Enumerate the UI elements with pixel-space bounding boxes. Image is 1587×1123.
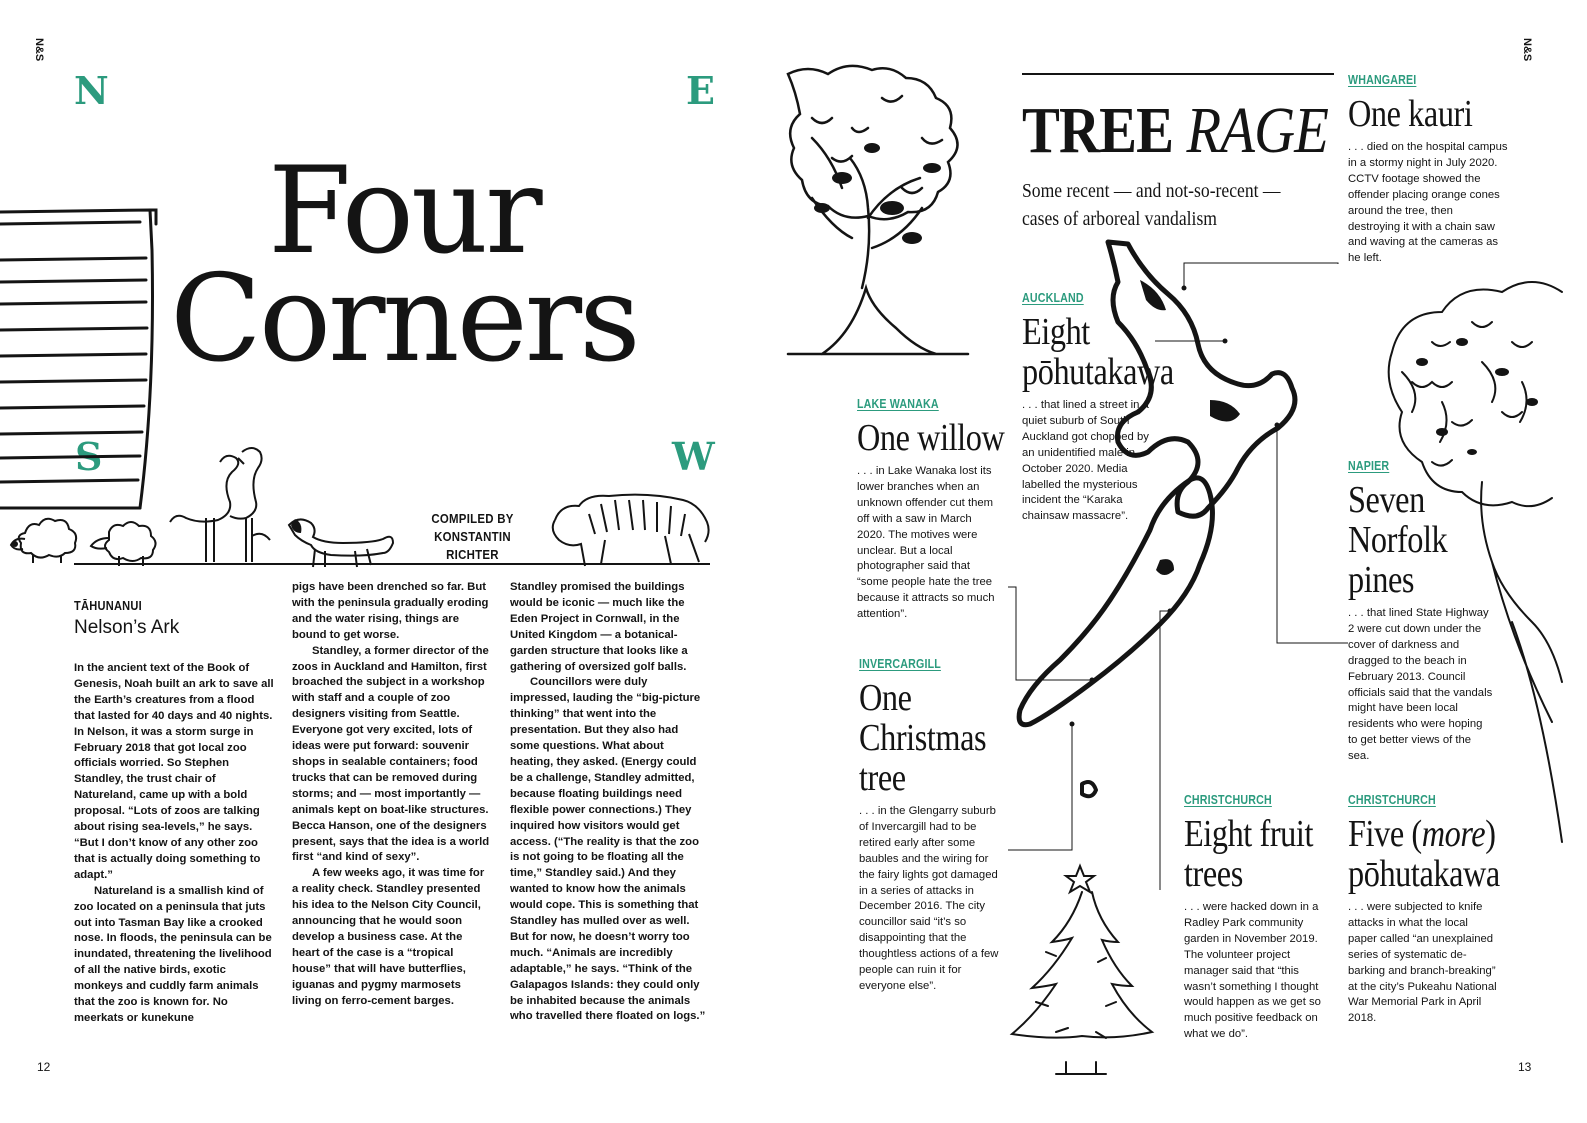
headline-italic: RAGE bbox=[1186, 94, 1329, 167]
entry-heading-line: Eight fruit bbox=[1184, 813, 1314, 855]
entry-body: . . . in Lake Wanaka lost its lower branches when an unknown offender cut them off with a saw in March 2020. The motives were unclear. But a local photographer said that “some people hate the tree because it attracts so much attention”. bbox=[857, 465, 995, 621]
compass-e: E bbox=[686, 68, 715, 113]
entry-heading-line: One bbox=[859, 677, 912, 719]
entry-heading: One willow bbox=[857, 417, 1005, 459]
article-location: TĀHUNANUI bbox=[74, 598, 142, 613]
left-divider bbox=[74, 563, 710, 565]
entry-heading-line: Eight bbox=[1022, 311, 1090, 353]
article-subhead: Nelson’s Ark bbox=[74, 617, 180, 638]
entry-location: NAPIER bbox=[1348, 458, 1390, 473]
entry-heading-plain: Five ( bbox=[1348, 813, 1422, 855]
entry-heading-close: ) bbox=[1485, 813, 1496, 855]
headline-dek: Some recent — and not-so-recent — cases of arboreal vandalism bbox=[1022, 180, 1281, 230]
headline-rule bbox=[1022, 73, 1334, 75]
entry-napier bbox=[1348, 458, 1493, 765]
paragraph: In the ancient text of the Book of Genesis, Noah built an ark to save all the Earth’s creatures from a flood that lasted for 40 days and 40 nights. In Nelson, it was a storm surge in February 2018 that got local zoo officials worried. So Stephen Standley, the trust chair of Natureland, came up with a bold proposal. “Lots of zoos are talking about rising sea-levels,” he says. “But I don’t know of any other zoo that is actually doing something to adapt.” bbox=[74, 662, 274, 881]
entry-heading bbox=[1184, 814, 1312, 894]
entry-body: . . . died on the hospital campus in a stormy night in July 2020. CCTV footage showed the offender placing orange cones around the tree, then destroying it with a chain saw and waving at the cameras as he left. bbox=[1348, 141, 1508, 265]
headline-plain: TREE bbox=[1022, 94, 1187, 167]
tree-illustration bbox=[782, 58, 982, 358]
entry-christchurch-fruit bbox=[1184, 792, 1334, 1043]
tiger-icon bbox=[545, 490, 715, 570]
entry-lake-wanaka bbox=[857, 396, 1005, 623]
paragraph: Natureland is a smallish kind of zoo located on a peninsula that juts out into Tasman Bay like a crooked nose. In floods, the peninsula can be inundated, threatening the livelihood of all the native birds, exotic monkeys and cuddly farm animals that the zoo is known for. No meerkats or kunekune bbox=[74, 884, 272, 1024]
entry-heading bbox=[1348, 813, 1500, 895]
entry-body: . . . that lined State Highway 2 were cut down under the cover of darkness and dragged to the beach in February 2013. Council officials said that the vandals might have been local residents who were hoping to get better views of the sea. bbox=[1348, 607, 1493, 763]
entry-heading bbox=[1348, 480, 1471, 600]
entry-whangarei bbox=[1348, 72, 1508, 267]
paragraph: A few weeks ago, it was time for a reality check. Standley presented his idea to the Nelson City Council, announcing that he would soon develop a business case. At the heart of the case is a “tropical house” that will have butterflies, iguanas and pygmy marmosets living on ferro-cement barges. bbox=[292, 867, 485, 1007]
entry-heading-line: pines bbox=[1348, 559, 1415, 601]
entry-heading-line: Seven bbox=[1348, 479, 1425, 521]
article-col-2 bbox=[292, 580, 492, 1009]
entry-body: . . . that lined a street in a quiet suburb of South Auckland got chopped by an unidentified male in October 2020. Media labelled the mysterious incident the “Karaka chainsaw massacre”. bbox=[1022, 399, 1149, 523]
page-number-left: 12 bbox=[37, 1060, 51, 1074]
entry-location: CHRISTCHURCH bbox=[1348, 792, 1436, 807]
entry-heading-line: Christmas bbox=[859, 717, 987, 759]
masthead-logo-left: N&S bbox=[33, 38, 45, 62]
entry-heading bbox=[859, 677, 987, 799]
entry-christchurch-pohutakawa bbox=[1348, 792, 1498, 1027]
entry-heading-line: Norfolk bbox=[1348, 519, 1448, 561]
compass-w: W bbox=[672, 434, 715, 479]
paragraph: Councillors were duly impressed, lauding the “big-picture thinking” that went into the presentation. But they also had some questions. What about heating, they asked. (Energy could be a challenge, Standley admitted, because floating buildings need flexible power connections.) They inquired how visitors would get access. (“The reality is that the zoo is not going to be floating all the time,” Standley said.) And they wanted to know how the animals would cope. This is something that Standley has mulled over as well. But for now, he doesn’t worry too much. “Animals are incredibly adaptable,” he says. “Think of the Galapagos Islands: they could only be inhabited because the animals who travelled there floated on logs.” bbox=[510, 676, 706, 1023]
tree-rage-headline bbox=[1022, 96, 1328, 166]
masthead-logo-right: N&S bbox=[1521, 38, 1533, 62]
entry-heading-line: pōhutakawa bbox=[1022, 351, 1174, 393]
entry-location: CHRISTCHURCH bbox=[1184, 792, 1272, 807]
entry-body: . . . in the Glengarry suburb of Invercargill had to be retired early after some baubles and the wiring for the fairy lights got damaged in a series of attacks in December 2016. The city councillor said “it’s so disappointing that the thoughtless actions of a few people can ruin it for everyone else”. bbox=[859, 805, 999, 992]
paragraph: Standley, a former director of the zoos in Auckland and Hamilton, first broached the subject in a workshop with staff and a couple of zoo designers visiting from Seattle. Everyone got very excited, lots of ideas were put forward: souvenir shops in sealable containers; food trucks that can be removed during storms; and — most importantly — animals kept on boat-like structures. Becca Hanson, one of the designers present, says that the idea is a world first “and kind of sexy”. bbox=[292, 644, 490, 864]
title-line-2: Corners bbox=[170, 250, 638, 389]
entry-heading: One kauri bbox=[1348, 93, 1473, 135]
page-number-right: 13 bbox=[1518, 1060, 1532, 1074]
entry-body: . . . were hacked down in a Radley Park community garden in November 2019. The volunteer project manager said that “this wasn’t something I thought would happen as we get so much positive feedback on what we do”. bbox=[1184, 901, 1321, 1041]
title-line-1: Four bbox=[268, 142, 540, 281]
entry-heading-line: trees bbox=[1184, 853, 1243, 895]
entry-heading-line bbox=[1348, 813, 1496, 855]
page-title bbox=[170, 142, 640, 389]
paragraph: Standley promised the buildings would be iconic — much like the Eden Project in Cornwall, in the United Kingdom — a botanical-garden structure that looks like a gathering of oversized golf balls. bbox=[510, 581, 688, 673]
author-name: KONSTANTIN RICHTER bbox=[434, 529, 511, 562]
entry-location: INVERCARGILL bbox=[859, 656, 941, 671]
compiled-by-label: COMPILED BY bbox=[431, 511, 514, 526]
entry-heading bbox=[1022, 311, 1174, 393]
entry-heading-italic: more bbox=[1421, 813, 1486, 855]
entry-auckland bbox=[1022, 290, 1174, 525]
entry-location: AUCKLAND bbox=[1022, 290, 1084, 305]
entry-location: WHANGAREI bbox=[1348, 72, 1417, 87]
sheep-icon bbox=[5, 513, 85, 563]
entry-heading-line: tree bbox=[859, 757, 906, 799]
article-col-1 bbox=[74, 598, 276, 1027]
entry-location: LAKE WANAKA bbox=[857, 396, 939, 411]
entry-heading-line: pōhutakawa bbox=[1348, 853, 1500, 895]
paragraph: pigs have been drenched so far. But with the peninsula gradually eroding and the water rising, things are bound to get worse. bbox=[292, 581, 489, 641]
entry-body: . . . were subjected to knife attacks in what the local paper called “an unexplained series of systematic de-barking and branch-breaking” at the city’s Pukeahu National War Memorial Park in April 2018. bbox=[1348, 901, 1497, 1025]
sheep-icon bbox=[85, 516, 165, 566]
compiled-by bbox=[409, 510, 537, 564]
ark-illustration bbox=[0, 190, 170, 540]
christmas-tree-illustration bbox=[1006, 862, 1156, 1077]
flamingo-icon bbox=[162, 446, 282, 566]
article-col-3 bbox=[510, 580, 710, 1025]
compass-s: S bbox=[75, 434, 103, 479]
compass-n: N bbox=[74, 68, 109, 113]
entry-invercargill bbox=[859, 656, 1001, 995]
